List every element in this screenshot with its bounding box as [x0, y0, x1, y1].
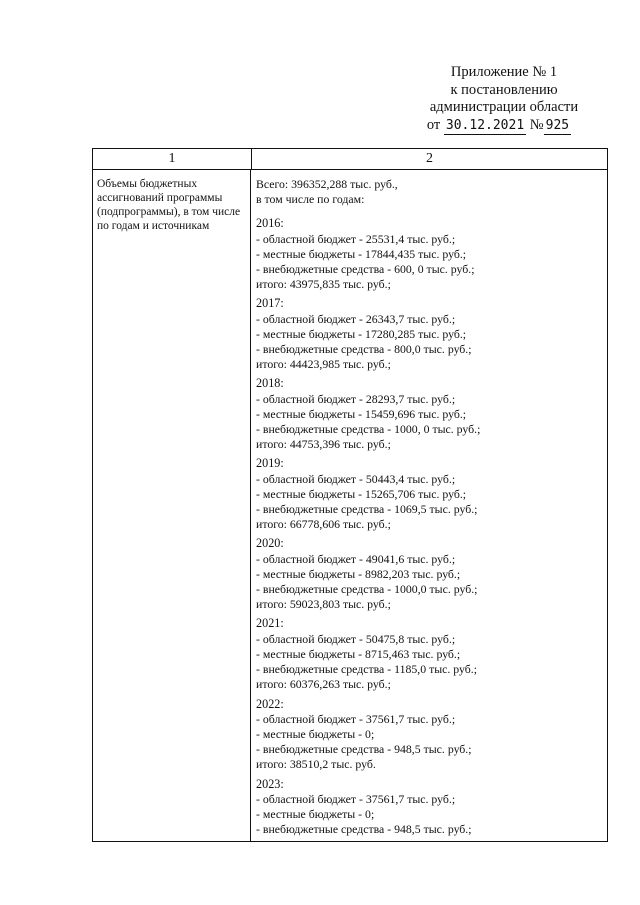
year-title: 2019: [256, 456, 284, 471]
list-item: - областной бюджет - 50443,4 тыс. руб.; [256, 471, 456, 486]
total-block [256, 177, 603, 207]
column-header-1: 1 [93, 149, 252, 169]
year-title: 2023: [256, 776, 284, 791]
year-block [256, 296, 603, 372]
year-title: 2018: [256, 376, 284, 391]
list-item: - областной бюджет - 37561,7 тыс. руб.; [256, 711, 456, 726]
year-title: 2020: [256, 536, 284, 551]
list-item: - внебюджетные средства - 800,0 тыс. руб.; [256, 342, 472, 357]
list-item: - внебюджетные средства - 1000, 0 тыс. руб.; [256, 422, 481, 437]
year-block [256, 697, 603, 773]
list-item: итого: 43975,835 тыс. руб.; [256, 277, 391, 292]
list-item: - областной бюджет - 50475,8 тыс. руб.; [256, 631, 456, 646]
year-title: 2016: [256, 216, 284, 231]
list-item: итого: 44753,396 тыс. руб.; [256, 437, 391, 452]
row-value-cell [251, 170, 607, 842]
list-item: - областной бюджет - 49041,6 тыс. руб.; [256, 551, 456, 566]
years-list [256, 216, 603, 837]
list-item: итого: 44423,985 тыс. руб.; [256, 357, 391, 372]
column-header-2: 2 [426, 151, 433, 166]
list-item: - областной бюджет - 37561,7 тыс. руб.; [256, 791, 456, 806]
list-item: - местные бюджеты - 17844,435 тыс. руб.; [256, 246, 467, 261]
list-item: - местные бюджеты - 8982,203 тыс. руб.; [256, 566, 461, 581]
list-item: - местные бюджеты - 8715,463 тыс. руб.; [256, 646, 461, 661]
appendix-authority: администрации области [429, 99, 579, 115]
list-item: - внебюджетные средства - 1185,0 тыс. руб.; [256, 662, 477, 677]
list-item: - местные бюджеты - 15459,696 тыс. руб.; [256, 406, 467, 421]
appendix-title: Приложение № 1 [450, 64, 558, 80]
year-block [256, 777, 603, 838]
appendix-date-line [394, 117, 604, 136]
table-column-header-row [93, 149, 607, 170]
year-block [256, 536, 603, 612]
year-block [256, 216, 603, 292]
list-item: итого: 59023,803 тыс. руб.; [256, 597, 391, 612]
list-item: - областной бюджет - 28293,7 тыс. руб.; [256, 391, 456, 406]
year-block [256, 616, 603, 692]
list-item: итого: 60376,263 тыс. руб.; [256, 677, 391, 692]
list-item: - внебюджетные средства - 1000,0 тыс. руб.; [256, 582, 478, 597]
list-item: - внебюджетные средства - 948,5 тыс. руб.; [256, 742, 472, 757]
year-block [256, 376, 603, 452]
total-line: Всего: 396352,288 тыс. руб., [256, 177, 398, 191]
year-block [256, 456, 603, 532]
appendix-header [404, 64, 604, 135]
number-prefix: № [529, 116, 544, 133]
list-item: итого: 38510,2 тыс. руб. [256, 757, 376, 772]
list-item: - местные бюджеты - 15265,706 тыс. руб.; [256, 486, 467, 501]
appendix-subtitle: к постановлению [450, 81, 558, 98]
list-item: - областной бюджет - 25531,4 тыс. руб.; [256, 231, 456, 246]
year-title: 2017: [256, 296, 284, 311]
row-label-cell: Объемы бюджетных ассигнований программы (подпрограммы), в том числе по годам и источникам [93, 170, 251, 842]
date-value: 30.12.2021 [444, 117, 526, 136]
list-item: - областной бюджет - 26343,7 тыс. руб.; [256, 311, 456, 326]
list-item: - местные бюджеты - 0; [256, 806, 375, 821]
list-item: - внебюджетные средства - 600, 0 тыс. руб.; [256, 262, 475, 277]
list-item: - местные бюджеты - 0; [256, 726, 375, 741]
year-title: 2021: [256, 616, 284, 631]
date-prefix: от [426, 116, 441, 133]
budget-table [92, 148, 608, 842]
table-row [93, 170, 607, 842]
list-item: - внебюджетные средства - 948,5 тыс. руб.; [256, 822, 472, 837]
number-value: 925 [544, 117, 571, 136]
list-item: - местные бюджеты - 17280,285 тыс. руб.; [256, 326, 467, 341]
total-subline: в том числе по годам: [256, 192, 365, 207]
list-item: итого: 66778,606 тыс. руб.; [256, 517, 391, 532]
year-title: 2022: [256, 696, 284, 711]
list-item: - внебюджетные средства - 1069,5 тыс. руб.; [256, 502, 478, 517]
